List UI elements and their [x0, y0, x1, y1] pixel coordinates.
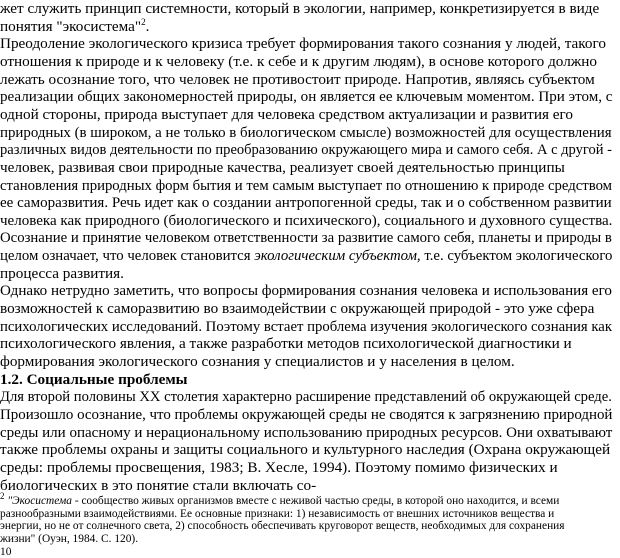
italic-term: экологическим субъектом, — [254, 247, 421, 265]
section-line-6: биологических в это понятие стали включать со- — [0, 476, 317, 494]
body-line-7: одной стороны, природа выступает для человека средством актуализации и развития его — [0, 105, 573, 123]
footnote-mark: 2 — [0, 491, 5, 502]
body-line-5: лежать осознание того, что человек не противостоит природе. Напротив, являясь субъектом — [0, 70, 595, 88]
body-line-11: становления природных форм бытия и тем самым выступает по отношению к природе средством — [0, 176, 612, 194]
page-number: 10 — [0, 545, 12, 558]
body-line-13: человека как природного (биологического и психического), социального и духовного существа. — [0, 211, 613, 229]
body-line-14: Осознание и принятие человеком ответственности за развитие самого себя, планеты и природы в — [0, 229, 612, 247]
body-line-10: человек, развивая свои природные качества, реализует своей деятельностью принципы — [0, 158, 565, 176]
footnote-line-1-rest: - сообщество живых организмов вместе с неживой частью среды, в которой оно находится, и всеми — [71, 495, 560, 508]
section-line-4: также проблемы охраны и защиты социального и культурного наследия (Охрана окружающей — [0, 441, 611, 459]
body-line-19: психологических исследований. Поэтому встает проблема изучения экологического сознания как — [0, 317, 612, 335]
body-line-2-end: . — [145, 17, 150, 35]
section-line-5: среды: проблемы просвещения, 1983; В. Хесле, 1994). Поэтому помимо физических и — [0, 458, 558, 476]
body-line-21: формирования экологического сознания у специалистов и у населения в целом. — [0, 353, 515, 370]
section-heading: 1.2. Социальные проблемы — [0, 370, 188, 388]
section-line-1: Для второй половины XX столетия характерно расширение представлений об окружающей среде. — [0, 388, 612, 406]
body-line-3: Преодоление экологического кризиса требует формирования такого сознания у людей, такого — [0, 35, 606, 53]
body-line-16: процесса развития. — [0, 264, 124, 282]
body-line-6: реализации общих закономерностей природы, он является ее ключевым моментом. При этом, с — [0, 88, 613, 106]
footnote-reference: 2 — [141, 16, 146, 27]
footnote-line-2: разнообразными взаимодействиями. Ее основные признаки: 1) независимость от внешних источников вещества и — [0, 507, 555, 520]
body-line-1: жет служить принцип системности, который в экологии, например, конкретизируется в виде — [0, 0, 600, 17]
footnote-line-3: энергии, но не от солнечного света, 2) способность обеспечивать круговорот веществ, необходимых для сохранения — [0, 520, 565, 533]
footnote-line-1 — [0, 491, 560, 508]
body-line-20: психологического явления, а также разработки методов психологической диагностики и — [0, 335, 572, 353]
body-line-12: ее саморазвития. Речь идет как о создании антропогенной среды, так и о собственном развитии — [0, 194, 612, 212]
body-line-9: различных видов деятельности по преобразованию окружающего мира и самого себя. А с другой - — [0, 141, 612, 159]
body-line-4: отношения к природе и к человеку (т.е. к себе и к другим людям), в основе которого должно — [0, 52, 597, 70]
body-line-8: природных (в широком, а не только в биологическом смысле) возможностей для осуществления — [0, 123, 612, 141]
body-line-15 — [0, 247, 612, 265]
footnote-term: "Экосистема — [7, 495, 72, 508]
body-line-18: возможностей к саморазвитию во взаимодействии с окружающей природой - это уже сфера — [0, 300, 595, 318]
body-line-15-tail: т.е. субъектом экологического — [420, 247, 613, 265]
footnote-line-4: жизни" (Оуэн, 1984. С. 120). — [0, 533, 139, 545]
body-line-17: Однако нетрудно заметить, что вопросы формирования сознания человека и использования его — [0, 282, 612, 300]
body-line-15-text: целом означает, что человек становится — [0, 247, 255, 265]
body-line-2-text: понятия "экосистема" — [0, 17, 142, 35]
body-line-2 — [0, 18, 149, 36]
section-line-3: среды или опасному и нерациональному использованию природных ресурсов. Они охватывают — [0, 423, 613, 441]
section-line-2: Произошло осознание, что проблемы окружающей среды не сводятся к загрязнению природной — [0, 405, 613, 423]
